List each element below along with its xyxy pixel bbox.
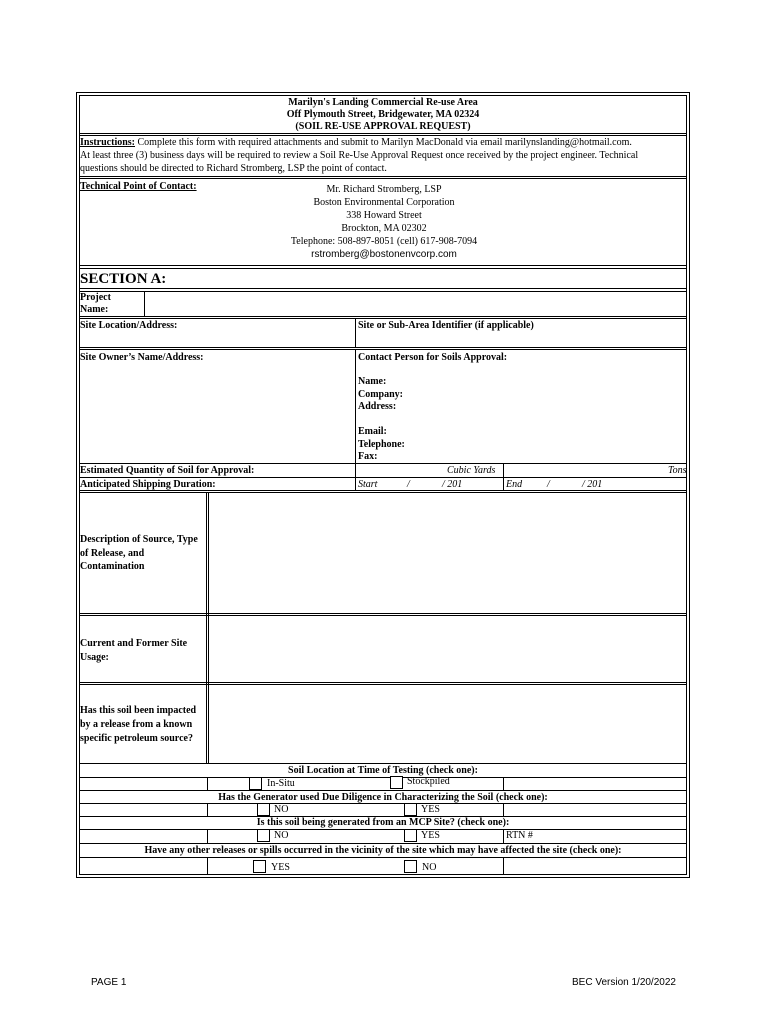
end-label: End bbox=[506, 479, 523, 490]
q4-yes-checkbox[interactable] bbox=[253, 860, 266, 873]
frame-right-inner-line bbox=[686, 95, 687, 875]
divider bbox=[207, 857, 208, 875]
q3-rtn-field[interactable] bbox=[540, 830, 685, 842]
footer-page-number: PAGE 1 bbox=[91, 977, 127, 988]
start-date-year[interactable]: / 201 bbox=[442, 479, 463, 490]
q3-yes-checkbox[interactable] bbox=[404, 829, 417, 842]
divider bbox=[79, 133, 687, 134]
divider bbox=[79, 268, 687, 269]
divider bbox=[79, 349, 687, 350]
project-name-label: Project Name: bbox=[80, 292, 111, 315]
q3-no-checkbox[interactable] bbox=[257, 829, 270, 842]
header-subtitle: (SOIL RE-USE APPROVAL REQUEST) bbox=[295, 121, 471, 132]
site-usage-label: Current and Former Site Usage: bbox=[80, 638, 188, 663]
project-name-field[interactable] bbox=[146, 292, 685, 316]
frame-right-line bbox=[689, 92, 690, 878]
divider bbox=[79, 178, 687, 179]
divider bbox=[79, 347, 687, 348]
header-title: Marilyn's Landing Commercial Re-use Area bbox=[288, 97, 478, 108]
tons-unit: Tons bbox=[668, 465, 687, 476]
q3-no-label: NO bbox=[274, 830, 289, 841]
divider bbox=[79, 843, 687, 844]
duration-label: Anticipated Shipping Duration: bbox=[80, 479, 216, 490]
site-location-field[interactable] bbox=[80, 333, 354, 346]
contact-phone: Telephone: 508-897-8051 (cell) 617-908-7094 bbox=[290, 236, 478, 247]
cubic-yards-field[interactable] bbox=[357, 464, 445, 476]
divider bbox=[79, 682, 687, 683]
q4-no-checkbox[interactable] bbox=[404, 860, 417, 873]
quantity-label: Estimated Quantity of Soil for Approval: bbox=[80, 465, 255, 476]
frame-bottom-line bbox=[76, 877, 690, 878]
q3-rtn-label: RTN # bbox=[506, 830, 533, 841]
divider bbox=[206, 492, 207, 764]
q3-yes-label: YES bbox=[421, 830, 440, 841]
frame-bottom-inner-line bbox=[79, 874, 687, 875]
site-usage-field[interactable] bbox=[210, 617, 685, 681]
q1-label: Soil Location at Time of Testing (check one): bbox=[288, 765, 478, 776]
divider bbox=[79, 615, 687, 616]
description-label: Description of Source, Type of Release, and Contamination bbox=[80, 534, 198, 572]
divider bbox=[355, 318, 356, 348]
contact-name: Mr. Richard Stromberg, LSP bbox=[326, 184, 442, 195]
header-address: Off Plymouth Street, Bridgewater, MA 02324 bbox=[286, 109, 480, 120]
divider bbox=[144, 291, 145, 317]
q2-no-label: NO bbox=[274, 804, 289, 815]
divider bbox=[207, 829, 208, 843]
owner-field[interactable] bbox=[80, 366, 354, 462]
start-date-slash: / bbox=[407, 479, 410, 490]
site-location-label: Site Location/Address: bbox=[80, 320, 178, 331]
end-date-year[interactable]: / 201 bbox=[582, 479, 603, 490]
cubic-yards-unit: Cubic Yards bbox=[447, 465, 496, 476]
divider bbox=[79, 492, 687, 493]
description-field[interactable] bbox=[210, 494, 685, 612]
divider bbox=[79, 318, 687, 319]
divider bbox=[79, 477, 687, 478]
contact-email[interactable]: rstromberg@bostonenvcorp.com bbox=[311, 249, 457, 260]
contact-street: 338 Howard Street bbox=[346, 210, 422, 221]
tons-field[interactable] bbox=[505, 464, 665, 476]
cp-name-label: Name: bbox=[358, 376, 387, 387]
divider bbox=[79, 857, 687, 858]
cp-email-label: Email: bbox=[358, 426, 387, 437]
cp-telephone-label: Telephone: bbox=[358, 439, 405, 450]
frame-top-line bbox=[76, 92, 690, 93]
divider bbox=[503, 803, 504, 816]
contact-person-label: Contact Person for Soils Approval: bbox=[358, 352, 508, 363]
divider bbox=[79, 176, 687, 177]
divider bbox=[503, 857, 504, 875]
instructions-text: Complete this form with required attachments and submit to Marilyn MacDonald via email marilynslanding@hotmail.com. bbox=[135, 137, 632, 148]
start-label: Start bbox=[358, 479, 378, 490]
instructions-line-3: questions should be directed to Richard Stromberg, LSP the point of contact. bbox=[80, 163, 387, 174]
divider bbox=[503, 829, 504, 843]
divider bbox=[79, 684, 687, 685]
q1-stockpiled-label: Stockpiled bbox=[407, 776, 450, 787]
petroleum-field[interactable] bbox=[210, 686, 685, 762]
section-a-title: SECTION A: bbox=[80, 271, 167, 287]
divider bbox=[79, 135, 687, 136]
q1-insitu-checkbox[interactable] bbox=[249, 777, 262, 790]
divider bbox=[79, 763, 687, 764]
divider bbox=[503, 777, 504, 790]
contact-company: Boston Environmental Corporation bbox=[313, 197, 455, 208]
q3-label: Is this soil being generated from an MCP Site? (check one): bbox=[256, 817, 510, 828]
divider bbox=[79, 316, 687, 317]
end-date-slash: / bbox=[547, 479, 550, 490]
q1-insitu-label: In-Situ bbox=[267, 778, 295, 789]
instructions-label: Instructions: bbox=[80, 137, 136, 148]
site-identifier-label: Site or Sub-Area Identifier (if applicable) bbox=[358, 320, 534, 331]
divider bbox=[79, 790, 687, 791]
cp-address-label: Address: bbox=[358, 401, 397, 412]
q4-yes-label: YES bbox=[271, 862, 290, 873]
divider bbox=[79, 613, 687, 614]
contact-label: Technical Point of Contact: bbox=[80, 181, 197, 192]
contact-city: Brockton, MA 02302 bbox=[341, 223, 427, 234]
divider bbox=[79, 803, 687, 804]
q2-yes-label: YES bbox=[421, 804, 440, 815]
owner-label: Site Owner’s Name/Address: bbox=[80, 352, 204, 363]
q2-label: Has the Generator used Due Diligence in Characterizing the Soil (check one): bbox=[218, 792, 548, 803]
site-identifier-field[interactable] bbox=[358, 333, 684, 346]
frame-left-line bbox=[76, 92, 77, 878]
divider bbox=[79, 490, 687, 491]
divider bbox=[79, 777, 687, 778]
cp-fax-label: Fax: bbox=[358, 451, 378, 462]
q1-stockpiled-checkbox[interactable] bbox=[390, 776, 403, 789]
divider bbox=[208, 492, 209, 764]
frame-top-inner-line bbox=[79, 95, 687, 96]
cp-company-label: Company: bbox=[358, 389, 404, 400]
divider bbox=[79, 288, 687, 289]
q4-label: Have any other releases or spills occurred in the vicinity of the site which may have affected the site (check one): bbox=[144, 845, 622, 856]
petroleum-label: Has this soil been impacted by a release from a known specific petroleum source? bbox=[80, 705, 197, 744]
divider bbox=[207, 803, 208, 816]
divider bbox=[79, 265, 687, 266]
instructions-line-1 bbox=[80, 137, 632, 149]
q2-no-checkbox[interactable] bbox=[257, 803, 270, 816]
instructions-line-2: At least three (3) business days will be required to review a Soil Re-Use Approval Request once received by the project engineer. Technical bbox=[80, 150, 639, 161]
footer-version: BEC Version 1/20/2022 bbox=[572, 977, 676, 988]
q4-no-label: NO bbox=[422, 862, 437, 873]
divider bbox=[355, 349, 356, 464]
q2-yes-checkbox[interactable] bbox=[404, 803, 417, 816]
divider bbox=[207, 777, 208, 790]
